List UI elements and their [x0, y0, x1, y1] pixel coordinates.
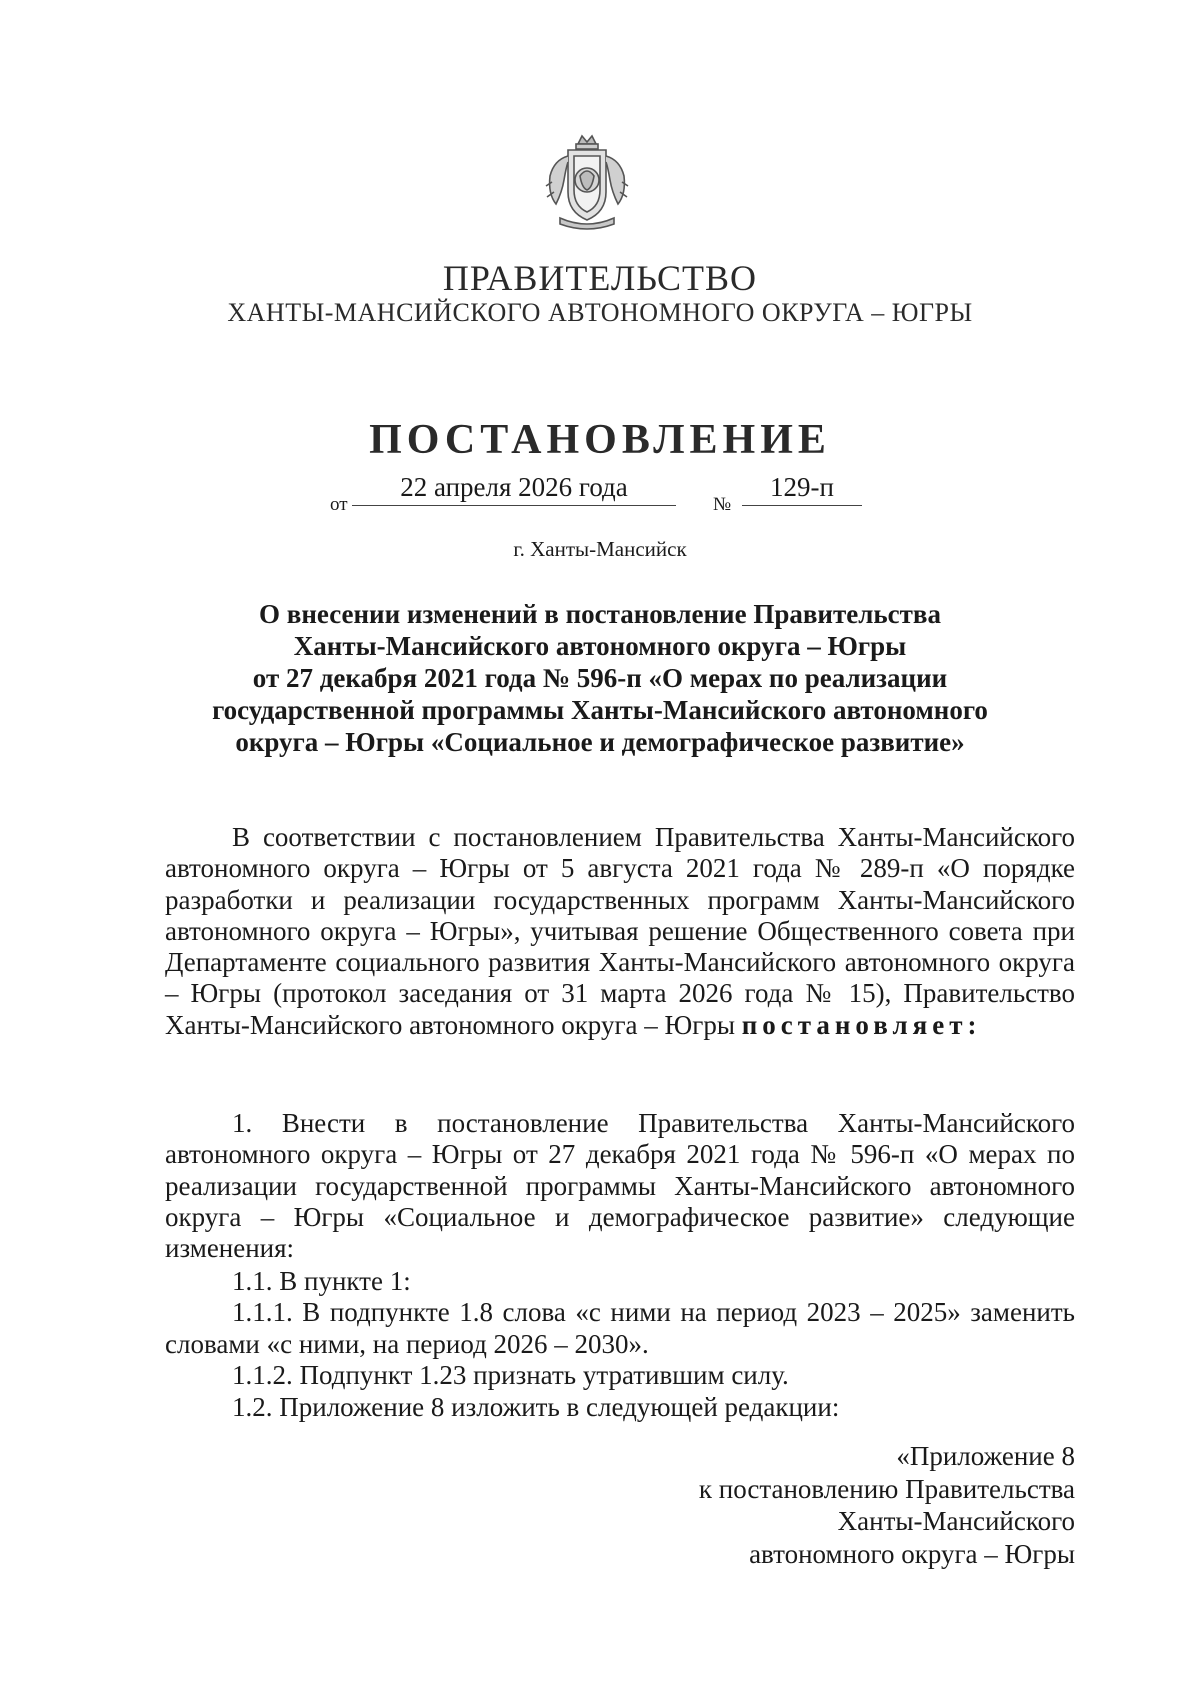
item-1-1-2: 1.1.2. Подпункт 1.23 признать утратившим силу. — [232, 1360, 789, 1390]
item-1-2: 1.2. Приложение 8 изложить в следующей редакции: — [232, 1392, 840, 1422]
document-number: 129-п — [742, 472, 862, 506]
item-1-1-1-text: 1.1.1. В подпункте 1.8 слова «с ними на период 2023 – 2025» заменить словами «с ними, на период 2026 – 2030». — [165, 1297, 1075, 1359]
title-line: государственной программы Ханты-Мансийского автономного — [212, 695, 988, 725]
date-prefix: от — [330, 494, 348, 515]
item-1-paragraph — [165, 1108, 1075, 1264]
appendix-line: Ханты-Мансийского — [837, 1506, 1075, 1536]
organization-name: ПРАВИТЕЛЬСТВО — [442, 258, 758, 298]
resolves-word: постановляет: — [741, 1009, 982, 1040]
preamble-paragraph — [165, 822, 1075, 1041]
appendix-line: «Приложение 8 — [896, 1441, 1075, 1471]
appendix-line: автономного округа – Югры — [749, 1538, 1075, 1569]
coat-of-arms-emblem-icon — [540, 132, 634, 234]
document-type: ПОСТАНОВЛЕНИЕ — [369, 417, 831, 463]
document-date: 22 апреля 2026 года — [352, 472, 676, 506]
item-1-1-1 — [165, 1297, 1075, 1360]
document-title — [160, 598, 1040, 758]
item-1-text: 1. Внести в постановление Правительства Ханты-Мансийского автономного округа – Югры от 27 декабря 2021 года № 596-п «О мерах по реализации государственной программы Ханты-Мансийского автономного округа – Югры «Социальное и демографическое развитие» следующие изменения: — [165, 1108, 1075, 1264]
appendix-line: к постановлению Правительства — [698, 1473, 1075, 1504]
title-line: от 27 декабря 2021 года № 596-п «О мерах по реализации — [252, 663, 948, 693]
preamble-text: В соответствии с постановлением Правительства Ханты-Мансийского автономного округа – Югры от 5 августа 2021 года № 289-п «О порядке разработки и реализации государственных программ Ханты-Мансийского автономного округа – Югры», учитывая решение Общественного совета при Департаменте социального развития Ханты-Мансийского автономного округа – Югры (протокол заседания от 31 марта 2026 года № 15), Правительство Ханты-Мансийского автономного округа – Югры — [165, 822, 1075, 1040]
appendix-reference — [699, 1440, 1075, 1570]
document-city: г. Ханты-Мансийск — [513, 537, 687, 561]
title-line: округа – Югры «Социальное и демографическое развитие» — [235, 727, 965, 757]
title-line: О внесении изменений в постановление Правительства — [259, 599, 941, 629]
title-line: Ханты-Мансийского автономного округа – Югры — [293, 631, 907, 661]
organization-region: ХАНТЫ-МАНСИЙСКОГО АВТОНОМНОГО ОКРУГА – ЮГРЫ — [227, 298, 973, 327]
number-sign: № — [713, 494, 732, 515]
item-1-1: 1.1. В пункте 1: — [232, 1266, 411, 1296]
